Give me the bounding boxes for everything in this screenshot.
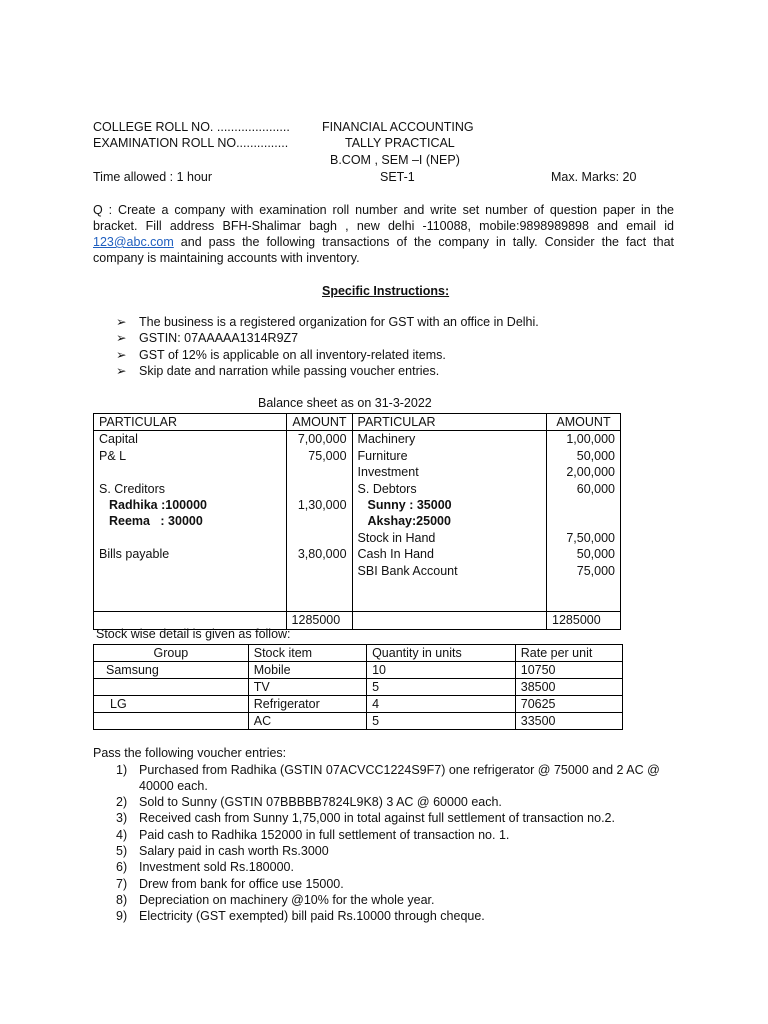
column-header: Group	[94, 645, 249, 662]
group-cell	[94, 679, 249, 696]
balance-sheet-body	[94, 431, 621, 612]
debtor-item: Sunny : 35000	[367, 498, 452, 513]
debtor-item: Akshay:25000	[367, 514, 451, 529]
examination-roll-no: EXAMINATION ROLL NO...............	[93, 136, 289, 150]
balance-sheet-header-row	[94, 414, 621, 431]
amount: 75,000	[576, 563, 615, 578]
voucher-intro: Pass the following voucher entries:	[93, 746, 287, 760]
column-header: AMOUNT	[286, 414, 352, 431]
asset-amounts-cell	[547, 431, 621, 612]
rate-cell: 10750	[515, 662, 622, 679]
column-header: Stock item	[248, 645, 366, 662]
college-roll-no: COLLEGE ROLL NO. .....................	[93, 120, 290, 134]
item-cell: Refrigerator	[248, 696, 366, 713]
balance-sheet-table	[93, 413, 621, 630]
question-line-1: Q : Create a company with examination roll number and write set number of question paper in the	[93, 203, 674, 217]
instruction-item: ➢ GST of 12% is applicable on all inventory-related items.	[116, 348, 446, 362]
instruction-item: ➢ The business is a registered organization for GST with an office in Delhi.	[116, 315, 539, 329]
arrow-bullet-icon: ➢	[116, 364, 127, 378]
quantity-cell: 5	[367, 679, 516, 696]
subject-title: FINANCIAL ACCOUNTING	[322, 120, 474, 134]
table-row	[94, 662, 623, 679]
asset-item: Cash In Hand	[357, 547, 434, 562]
amount: 7,50,000	[566, 530, 615, 545]
asset-item: Stock in Hand	[357, 530, 436, 545]
instruction-item: ➢ Skip date and narration while passing voucher entries.	[116, 364, 440, 378]
question-line-3-text: and pass the following transactions of the company in tally. Consider the fact that	[173, 235, 674, 249]
table-row	[94, 679, 623, 696]
question-line-4: company is maintaining accounts with inventory.	[93, 251, 360, 265]
liability-item: P& L	[99, 448, 127, 463]
arrow-bullet-icon: ➢	[116, 315, 127, 329]
amount: 50,000	[576, 547, 615, 562]
stock-table	[93, 644, 623, 730]
rate-cell: 38500	[515, 679, 622, 696]
max-marks: Max. Marks: 20	[551, 170, 637, 184]
paper-title: TALLY PRACTICAL	[345, 136, 455, 150]
table-row	[94, 713, 623, 730]
asset-item: Furniture	[357, 448, 408, 463]
amount: 3,80,000	[297, 547, 347, 562]
liability-amounts-cell	[286, 431, 352, 612]
liability-item: S. Creditors	[99, 481, 165, 496]
asset-item: S. Debtors	[357, 481, 417, 496]
group-cell	[94, 713, 249, 730]
liabilities-cell	[94, 431, 287, 612]
amount: 50,000	[576, 448, 615, 463]
balance-sheet-title: Balance sheet as on 31-3-2022	[258, 396, 432, 410]
asset-item: Machinery	[357, 432, 416, 447]
amount: 7,00,000	[297, 432, 347, 447]
group-cell: LG	[94, 696, 249, 713]
column-header: PARTICULAR	[352, 414, 546, 431]
instructions-heading: Specific Instructions:	[322, 284, 450, 298]
asset-item: SBI Bank Account	[357, 563, 458, 578]
amount: 75,000	[308, 448, 347, 463]
item-cell: AC	[248, 713, 366, 730]
assets-cell	[352, 431, 546, 612]
liability-item: Capital	[99, 432, 138, 447]
column-header: Rate per unit	[515, 645, 622, 662]
quantity-cell: 4	[367, 696, 516, 713]
liability-item: Bills payable	[99, 547, 170, 562]
stock-header-row	[94, 645, 623, 662]
rate-cell: 70625	[515, 696, 622, 713]
total-left: 1285000	[286, 612, 352, 629]
exam-page: COLLEGE ROLL NO. ..................... EXAMINATION ROLL NO............... Time allowed : 1 hour FINANCIAL ACCOUNTING TALLY PRACTICAL B.COM , SEM –I (NEP) SET-1 Max. Marks: 20 Q : Create a company with examination roll number and write set number of question paper in the bracket. Fill address BFH-Shalimar bagh , new delhi -110088, mobile:9898989898 and email id 123@abc.com and pass the following transactions of the company in tally. Consider the fact that company is maintaining accounts with inventory. Specific Instructions: ➢ The business is a registered organization for GST with an office in Delhi. ➢ GSTIN: 07AAAAA1314R9Z7 ➢ GST of 12% is applicable on all inventory-related items. ➢ Skip date and narration while passing voucher entries. Balance sheet as on 31-3-2022 PARTICULAR AMOUNT PARTICULAR AMOUNT Capital P& L S. Creditors Radhika :100000 Reema : 30000 Bills payable 7,00,000 75,000 1,30,000 3,80,000 Machinery Furniture Investment S. Debtors Sunny : 35000 Akshay:25000 Stock in Hand Cash In Hand SBI Bank Account 1,00,000 50,000 2,00,000 60,000 7,50,000 50,000 75,000 1285000 1285000 Stock wise detail is given as follow: Group Stock item Quantity in units Rate per unit Samsung Mobile 10 10750 TV 5 38500 LG Refrigerator 4 70625 AC 5 33500 Pass the following voucher entries: 1) Purchased from Radhika (GSTIN 07ACVCC1224S9F7) one refrigerator @ 75000 and 2 AC @ 40000 each. 2) Sold to Sunny (GSTIN 07BBBBB7824L9K8) 3 AC @ 60000 each. 3) Received cash from Sunny 1,75,000 in total against full settlement of transaction no.2. 4) Paid cash to Radhika 152000 in full settlement of transaction no. 1. 5) Salary paid in cash worth Rs.3000 6) Investment sold Rs.180000. 7) Drew from bank for office use 15000. 8) Depreciation on machinery @10% for the whole year. 9) Electricity (GST exempted) bill paid Rs.10000 through cheque.	[93, 120, 674, 923]
amount: 60,000	[576, 481, 615, 496]
creditor-item: Radhika :100000	[109, 498, 207, 513]
creditor-item: Reema : 30000	[109, 514, 203, 529]
set-number: SET-1	[380, 170, 415, 184]
total-right: 1285000	[547, 612, 621, 629]
quantity-cell: 10	[367, 662, 516, 679]
course-title: B.COM , SEM –I (NEP)	[330, 153, 460, 167]
amount: 1,30,000	[297, 498, 347, 512]
email-link[interactable]: 123@abc.com	[93, 235, 174, 249]
group-cell: Samsung	[94, 662, 249, 679]
column-header: PARTICULAR	[94, 414, 287, 431]
item-cell: TV	[248, 679, 366, 696]
arrow-bullet-icon: ➢	[116, 348, 127, 362]
instruction-item: ➢ GSTIN: 07AAAAA1314R9Z7	[116, 331, 299, 345]
quantity-cell: 5	[367, 713, 516, 730]
question-line-3	[93, 234, 674, 250]
question-line-2: bracket. Fill address BFH-Shalimar bagh , new delhi -110088, mobile:9898989898 and email id	[93, 219, 674, 233]
arrow-bullet-icon: ➢	[116, 331, 127, 345]
column-header: AMOUNT	[547, 414, 621, 431]
item-cell: Mobile	[248, 662, 366, 679]
amount: 1,00,000	[566, 432, 615, 447]
asset-item: Investment	[357, 465, 419, 480]
amount: 2,00,000	[566, 465, 615, 480]
stock-intro: Stock wise detail is given as follow:	[96, 627, 291, 641]
time-allowed: Time allowed : 1 hour	[93, 170, 213, 184]
column-header: Quantity in units	[367, 645, 516, 662]
table-row	[94, 696, 623, 713]
rate-cell: 33500	[515, 713, 622, 730]
